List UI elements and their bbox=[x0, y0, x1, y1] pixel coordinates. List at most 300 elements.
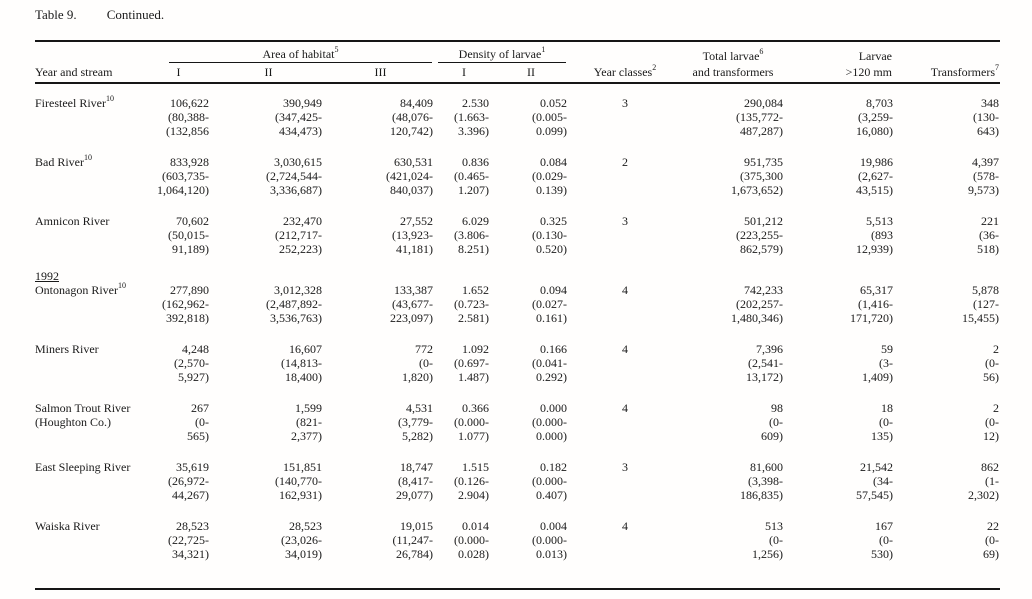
cell-dens2 bbox=[492, 519, 570, 561]
value-line: (223,255- bbox=[736, 228, 783, 242]
cell-total bbox=[680, 519, 786, 561]
value-line: (130- bbox=[973, 110, 999, 124]
cell-dens2 bbox=[492, 155, 570, 197]
cell-dens2 bbox=[492, 342, 570, 384]
value-line: (0.697- bbox=[454, 356, 489, 370]
cell-year_classes bbox=[570, 342, 680, 356]
value-line: 186,835) bbox=[740, 488, 783, 502]
cell-stream bbox=[35, 460, 145, 474]
cell-larvae120 bbox=[786, 155, 896, 197]
cell-larvae120 bbox=[786, 283, 896, 325]
cell-year_classes bbox=[570, 96, 680, 110]
value-line: 3,336,687) bbox=[270, 183, 322, 197]
value-line: 0.292) bbox=[536, 370, 567, 384]
value-line: (0.029- bbox=[532, 169, 567, 183]
value-line: 57,545) bbox=[856, 488, 893, 502]
value-line: 18,400) bbox=[285, 370, 322, 384]
value-line: (0- bbox=[879, 533, 893, 547]
table-row bbox=[35, 283, 1000, 325]
cell-area3 bbox=[325, 214, 436, 256]
cell-transformers bbox=[896, 401, 1000, 443]
value-line: (2,570- bbox=[174, 356, 209, 370]
value-line: (0- bbox=[985, 533, 999, 547]
cell-area2 bbox=[212, 214, 325, 256]
value-line: 862 bbox=[981, 460, 999, 474]
value-line: (1- bbox=[985, 474, 999, 488]
value-line: (3- bbox=[879, 356, 893, 370]
value-line: 530) bbox=[871, 547, 893, 561]
table-header bbox=[35, 40, 1000, 84]
value-line: 162,931) bbox=[279, 488, 322, 502]
cell-dens1 bbox=[436, 96, 492, 138]
value-line: 56) bbox=[983, 370, 999, 384]
value-line: (3.806- bbox=[454, 228, 489, 242]
value-line: (1.663- bbox=[454, 110, 489, 124]
value-line: (347,425- bbox=[275, 110, 322, 124]
total-footnote-marker: 6 bbox=[759, 47, 764, 56]
value-line: 3,030,615 bbox=[274, 155, 322, 169]
value-line: (603,735- bbox=[162, 169, 209, 183]
value-line: (0.041- bbox=[532, 356, 567, 370]
cell-transformers bbox=[896, 155, 1000, 197]
value-line: 5,513 bbox=[866, 214, 893, 228]
value-line: 12) bbox=[983, 429, 999, 443]
value-line: 34,019) bbox=[285, 547, 322, 561]
value-line: 19,015 bbox=[400, 519, 433, 533]
cell-year_classes bbox=[570, 519, 680, 533]
value-line: (375,300 bbox=[740, 169, 783, 183]
value-line: (0.005- bbox=[532, 110, 567, 124]
cell-transformers bbox=[896, 342, 1000, 384]
value-line: 0.836 bbox=[462, 155, 489, 169]
value-line: 0.084 bbox=[540, 155, 567, 169]
stream-name: Bad River$^{10}$ bbox=[35, 153, 92, 169]
value-line: (140,770- bbox=[275, 474, 322, 488]
table-title bbox=[35, 8, 164, 22]
value-line: 35,619 bbox=[176, 460, 209, 474]
cell-total bbox=[680, 96, 786, 138]
cell-dens2 bbox=[492, 96, 570, 138]
value-line: 1,480,346) bbox=[731, 311, 783, 325]
value-line: 643) bbox=[977, 124, 999, 138]
data-table bbox=[35, 40, 1000, 590]
value-line: 487,287) bbox=[740, 124, 783, 138]
value-line: 4 bbox=[622, 342, 628, 356]
cell-transformers bbox=[896, 96, 1000, 138]
value-line: 840,037) bbox=[390, 183, 433, 197]
value-line: 16,607 bbox=[289, 342, 322, 356]
cell-dens1 bbox=[436, 214, 492, 256]
value-line: 29,077) bbox=[396, 488, 433, 502]
cell-year_classes bbox=[570, 214, 680, 228]
cell-area3 bbox=[325, 401, 436, 443]
value-line: 3,536,763) bbox=[270, 311, 322, 325]
value-line: (8,417- bbox=[398, 474, 433, 488]
value-line: 1.207) bbox=[458, 183, 489, 197]
cell-total bbox=[680, 283, 786, 325]
value-line: 1,820) bbox=[402, 370, 433, 384]
value-line: 1.487) bbox=[458, 370, 489, 384]
value-line: 4,531 bbox=[406, 401, 433, 415]
cell-dens1 bbox=[436, 155, 492, 197]
stream-name: Amnicon River bbox=[35, 214, 110, 228]
value-line: 0.028) bbox=[458, 547, 489, 561]
cell-stream bbox=[35, 342, 145, 356]
value-line: 0.139) bbox=[536, 183, 567, 197]
value-line: 5,927) bbox=[178, 370, 209, 384]
year-classes-label: Year classes bbox=[593, 65, 653, 79]
header-total-larvae-line2: and transformers bbox=[692, 65, 774, 79]
cell-larvae120 bbox=[786, 96, 896, 138]
cell-total bbox=[680, 155, 786, 197]
table-row bbox=[35, 460, 1000, 502]
value-line: 290,084 bbox=[744, 96, 783, 110]
cell-area1 bbox=[145, 155, 212, 197]
value-line: 630,531 bbox=[394, 155, 433, 169]
cell-larvae120 bbox=[786, 460, 896, 502]
cell-dens2 bbox=[492, 401, 570, 443]
value-line: (50,015- bbox=[168, 228, 209, 242]
cell-total bbox=[680, 460, 786, 502]
cell-stream bbox=[35, 519, 145, 533]
cell-stream bbox=[35, 155, 145, 169]
value-line: 742,233 bbox=[744, 283, 783, 297]
value-line: (135,772- bbox=[736, 110, 783, 124]
value-line: 8.251) bbox=[458, 242, 489, 256]
value-line: (0.465- bbox=[454, 169, 489, 183]
stream-name: Salmon Trout River bbox=[35, 401, 131, 415]
value-line: (14,813- bbox=[281, 356, 322, 370]
cell-area1 bbox=[145, 283, 212, 325]
value-line: 5,282) bbox=[402, 429, 433, 443]
value-line: 7,396 bbox=[756, 342, 783, 356]
value-line: (132,856 bbox=[166, 124, 209, 138]
header-area-III: III bbox=[374, 65, 387, 79]
section-year-label: 1992 bbox=[35, 269, 59, 283]
cell-stream bbox=[35, 401, 145, 429]
value-line: 81,600 bbox=[750, 460, 783, 474]
cell-area2 bbox=[212, 283, 325, 325]
value-line: (23,026- bbox=[281, 533, 322, 547]
value-line: (0.000- bbox=[532, 533, 567, 547]
cell-area1 bbox=[145, 214, 212, 256]
value-line: 1,673,652) bbox=[731, 183, 783, 197]
value-line: 65,317 bbox=[860, 283, 893, 297]
value-line: 1,599 bbox=[295, 401, 322, 415]
cell-larvae120 bbox=[786, 519, 896, 561]
value-line: 833,928 bbox=[170, 155, 209, 169]
value-line: 3 bbox=[622, 460, 628, 474]
value-line: (43,677- bbox=[392, 297, 433, 311]
value-line: 609) bbox=[761, 429, 783, 443]
value-line: (0.000- bbox=[454, 415, 489, 429]
cell-stream bbox=[35, 96, 145, 110]
cell-larvae120 bbox=[786, 342, 896, 384]
transformers-label: Transformers bbox=[930, 65, 995, 79]
value-line: 2 bbox=[622, 155, 628, 169]
transformers-footnote-marker: 7 bbox=[995, 63, 999, 72]
value-line: 28,523 bbox=[176, 519, 209, 533]
value-line: 2,377) bbox=[291, 429, 322, 443]
value-line: 70,602 bbox=[176, 214, 209, 228]
table-row bbox=[35, 519, 1000, 561]
cell-area2 bbox=[212, 155, 325, 197]
value-line: 0.366 bbox=[462, 401, 489, 415]
cell-year_classes bbox=[570, 460, 680, 474]
value-line: (0.027- bbox=[532, 297, 567, 311]
value-line: (578- bbox=[973, 169, 999, 183]
value-line: (0- bbox=[985, 415, 999, 429]
header-area-of-habitat bbox=[169, 45, 432, 63]
header-area-II: II bbox=[264, 65, 273, 79]
area-group-label: Area of habitat bbox=[262, 47, 335, 61]
value-line: 28,523 bbox=[289, 519, 322, 533]
cell-dens1 bbox=[436, 342, 492, 384]
year-classes-footnote-marker: 2 bbox=[652, 63, 657, 72]
table-number-label: Table 9. bbox=[35, 7, 77, 22]
value-line: (2,541- bbox=[748, 356, 783, 370]
cell-dens2 bbox=[492, 460, 570, 502]
header-total-larvae-line1 bbox=[680, 47, 786, 63]
cell-dens2 bbox=[492, 283, 570, 325]
value-line: 27,552 bbox=[400, 214, 433, 228]
value-line: (821- bbox=[296, 415, 322, 429]
value-line: 0.013) bbox=[536, 547, 567, 561]
value-line: 171,720) bbox=[850, 311, 893, 325]
cell-area3 bbox=[325, 155, 436, 197]
cell-total bbox=[680, 342, 786, 384]
cell-area3 bbox=[325, 460, 436, 502]
value-line: 2 bbox=[993, 342, 999, 356]
value-line: 2,302) bbox=[968, 488, 999, 502]
value-line: 0.407) bbox=[536, 488, 567, 502]
stream-name: Ontonagon River$^{10}$ bbox=[35, 281, 126, 297]
cell-area2 bbox=[212, 460, 325, 502]
value-line: (1,416- bbox=[858, 297, 893, 311]
value-line: 13,172) bbox=[746, 370, 783, 384]
cell-total bbox=[680, 214, 786, 256]
table-row bbox=[35, 155, 1000, 197]
value-line: (0- bbox=[879, 415, 893, 429]
value-line: (0- bbox=[195, 415, 209, 429]
value-line: 2.581) bbox=[458, 311, 489, 325]
value-line: 501,212 bbox=[744, 214, 783, 228]
cell-dens1 bbox=[436, 283, 492, 325]
value-line: 951,735 bbox=[744, 155, 783, 169]
value-line: 98 bbox=[771, 401, 783, 415]
value-line: 69) bbox=[983, 547, 999, 561]
value-line: (13,923- bbox=[392, 228, 433, 242]
density-group-label: Density of larvae bbox=[458, 47, 542, 61]
stream-name: Miners River bbox=[35, 342, 99, 356]
header-area-I: I bbox=[176, 65, 181, 79]
value-line: 390,949 bbox=[283, 96, 322, 110]
value-line: 16,080) bbox=[856, 124, 893, 138]
value-line: (3,259- bbox=[858, 110, 893, 124]
cell-area3 bbox=[325, 96, 436, 138]
cell-area1 bbox=[145, 460, 212, 502]
value-line: 18,747 bbox=[400, 460, 433, 474]
value-line: 0.166 bbox=[540, 342, 567, 356]
value-line: (34- bbox=[873, 474, 893, 488]
value-line: 267 bbox=[191, 401, 209, 415]
value-line: (212,717- bbox=[275, 228, 322, 242]
header-year-classes bbox=[570, 63, 680, 79]
value-line: (80,388- bbox=[168, 110, 209, 124]
cell-area2 bbox=[212, 342, 325, 384]
value-line: 277,890 bbox=[170, 283, 209, 297]
value-line: 772 bbox=[415, 342, 433, 356]
cell-dens1 bbox=[436, 460, 492, 502]
cell-area2 bbox=[212, 96, 325, 138]
stream-footnote-marker: 10 bbox=[84, 153, 92, 162]
value-line: 18 bbox=[881, 401, 893, 415]
value-line: 0.325 bbox=[540, 214, 567, 228]
value-line: 0.014 bbox=[462, 519, 489, 533]
value-line: 5,878 bbox=[972, 283, 999, 297]
value-line: 392,818) bbox=[166, 311, 209, 325]
header-larvae-line2: >120 mm bbox=[845, 65, 892, 79]
header-column-row bbox=[35, 63, 1000, 79]
value-line: 0.000 bbox=[540, 401, 567, 415]
cell-area2 bbox=[212, 401, 325, 443]
value-line: 0.099) bbox=[536, 124, 567, 138]
value-line: 12,939) bbox=[856, 242, 893, 256]
value-line: 84,409 bbox=[400, 96, 433, 110]
value-line: 4 bbox=[622, 401, 628, 415]
value-line: 133,387 bbox=[394, 283, 433, 297]
value-line: 0.520) bbox=[536, 242, 567, 256]
value-line: (127- bbox=[973, 297, 999, 311]
cell-stream bbox=[35, 214, 145, 228]
value-line: (48,076- bbox=[392, 110, 433, 124]
value-line: 15,455) bbox=[962, 311, 999, 325]
value-line: (3,779- bbox=[398, 415, 433, 429]
value-line: 91,189) bbox=[172, 242, 209, 256]
value-line: 4,248 bbox=[182, 342, 209, 356]
value-line: (0.130- bbox=[532, 228, 567, 242]
value-line: (0.126- bbox=[454, 474, 489, 488]
value-line: 9,573) bbox=[968, 183, 999, 197]
value-line: 2.530 bbox=[462, 96, 489, 110]
stream-name: East Sleeping River bbox=[35, 460, 131, 474]
value-line: 0.182 bbox=[540, 460, 567, 474]
cell-year_classes bbox=[570, 401, 680, 415]
header-larvae-line1: Larvae bbox=[858, 49, 892, 63]
value-line: 221 bbox=[981, 214, 999, 228]
value-line: (36- bbox=[979, 228, 999, 242]
value-line: 0.161) bbox=[536, 311, 567, 325]
value-line: (0.000- bbox=[532, 474, 567, 488]
value-line: (0- bbox=[769, 533, 783, 547]
value-line: (162,962- bbox=[162, 297, 209, 311]
value-line: 135) bbox=[871, 429, 893, 443]
value-line: (2,487,892- bbox=[266, 297, 322, 311]
cell-year_classes bbox=[570, 283, 680, 297]
value-line: 3.396) bbox=[458, 124, 489, 138]
header-group-row bbox=[35, 45, 1000, 63]
table-row bbox=[35, 96, 1000, 138]
value-line: 120,742) bbox=[390, 124, 433, 138]
cell-area3 bbox=[325, 283, 436, 325]
cell-transformers bbox=[896, 283, 1000, 325]
stream-footnote-marker: 10 bbox=[105, 94, 114, 103]
value-line: 0.094 bbox=[540, 283, 567, 297]
stream-footnote-marker: 10 bbox=[118, 281, 126, 290]
value-line: (421,024- bbox=[386, 169, 433, 183]
cell-dens1 bbox=[436, 519, 492, 561]
value-line: 3,012,328 bbox=[274, 283, 322, 297]
value-line: (26,972- bbox=[168, 474, 209, 488]
table-row bbox=[35, 214, 1000, 256]
value-line: (202,257- bbox=[736, 297, 783, 311]
value-line: 3 bbox=[622, 96, 628, 110]
stream-name: (Houghton Co.) bbox=[35, 415, 111, 429]
stream-name: Firesteel River$^{10}$ bbox=[35, 94, 114, 110]
value-line: 434,473) bbox=[279, 124, 322, 138]
value-line: 44,267) bbox=[172, 488, 209, 502]
value-line: (0.723- bbox=[454, 297, 489, 311]
value-line: (0.000- bbox=[454, 533, 489, 547]
cell-area1 bbox=[145, 342, 212, 384]
value-line: 6.029 bbox=[462, 214, 489, 228]
cell-area1 bbox=[145, 401, 212, 443]
cell-transformers bbox=[896, 460, 1000, 502]
value-line: 0.004 bbox=[540, 519, 567, 533]
value-line: 0.000) bbox=[536, 429, 567, 443]
value-line: 0.052 bbox=[540, 96, 567, 110]
cell-transformers bbox=[896, 214, 1000, 256]
value-line: 513 bbox=[765, 519, 783, 533]
header-transformers bbox=[896, 63, 1000, 79]
value-line: 862,579) bbox=[740, 242, 783, 256]
value-line: 34,321) bbox=[172, 547, 209, 561]
cell-dens1 bbox=[436, 401, 492, 443]
cell-year_classes bbox=[570, 155, 680, 169]
value-line: 565) bbox=[187, 429, 209, 443]
value-line: 1.077) bbox=[458, 429, 489, 443]
cell-stream bbox=[35, 283, 145, 297]
value-line: 4,397 bbox=[972, 155, 999, 169]
value-line: 26,784) bbox=[396, 547, 433, 561]
value-line: (22,725- bbox=[168, 533, 209, 547]
value-line: 1,064,120) bbox=[157, 183, 209, 197]
cell-larvae120 bbox=[786, 401, 896, 443]
value-line: 1.515 bbox=[462, 460, 489, 474]
value-line: 1.652 bbox=[462, 283, 489, 297]
value-line: (11,247- bbox=[392, 533, 433, 547]
value-line: 3 bbox=[622, 214, 628, 228]
value-line: (0- bbox=[985, 356, 999, 370]
cell-area2 bbox=[212, 519, 325, 561]
value-line: 19,986 bbox=[860, 155, 893, 169]
value-line: 4 bbox=[622, 283, 628, 297]
table-row bbox=[35, 401, 1000, 443]
cell-area1 bbox=[145, 519, 212, 561]
value-line: 252,223) bbox=[279, 242, 322, 256]
value-line: 1.092 bbox=[462, 342, 489, 356]
cell-larvae120 bbox=[786, 214, 896, 256]
value-line: 518) bbox=[977, 242, 999, 256]
header-year-and-stream: Year and stream bbox=[35, 65, 113, 79]
value-line: 8,703 bbox=[866, 96, 893, 110]
value-line: 59 bbox=[881, 342, 893, 356]
value-line: 22 bbox=[987, 519, 999, 533]
value-line: (0.000- bbox=[532, 415, 567, 429]
value-line: (0- bbox=[419, 356, 433, 370]
table-bottom-rule bbox=[35, 588, 1000, 590]
area-footnote-marker: 5 bbox=[334, 45, 339, 54]
